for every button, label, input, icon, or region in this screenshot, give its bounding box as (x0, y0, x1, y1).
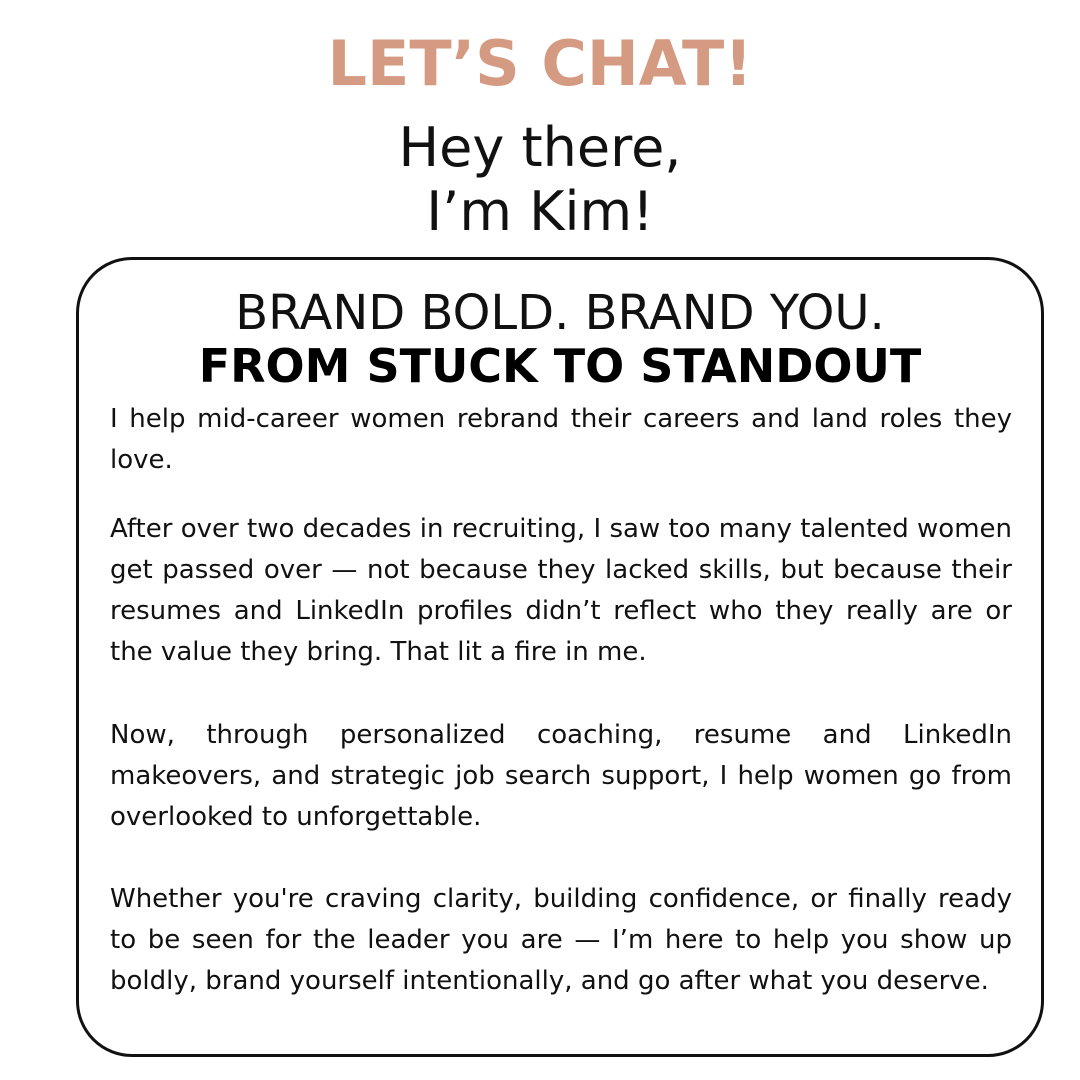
bio-paragraph-background: After over two decades in recruiting, I saw too many talented women get passed over — not because they lacked skills, but because their resumes and LinkedIn profiles didn’t reflect who they really are or the value they bring. That lit a fire in me. (110, 514, 1012, 667)
bio-paragraph-intro: I help mid-career women rebrand their careers and land roles they love. (110, 404, 1012, 475)
greeting-line-1: Hey there, (398, 116, 682, 179)
brand-subheadline: FROM STUCK TO STANDOUT (198, 339, 922, 393)
brand-tagline: BRAND BOLD. BRAND YOU. (235, 285, 885, 341)
greeting-heading (0, 116, 1080, 244)
greeting-line-2: I’m Kim! (426, 180, 654, 243)
bio-paragraph-closing: Whether you're craving clarity, building confidence, or finally ready to be seen for the leader you are — I’m here to help you show up boldly, brand yourself intentionally, and go after what you deserve. (110, 884, 1012, 996)
lets-chat-heading: LET’S CHAT! (327, 27, 753, 100)
bio-paragraph-services: Now, through personalized coaching, resume and LinkedIn makeovers, and strategic job search support, I help women go from overlooked to unforgettable. (110, 720, 1012, 832)
